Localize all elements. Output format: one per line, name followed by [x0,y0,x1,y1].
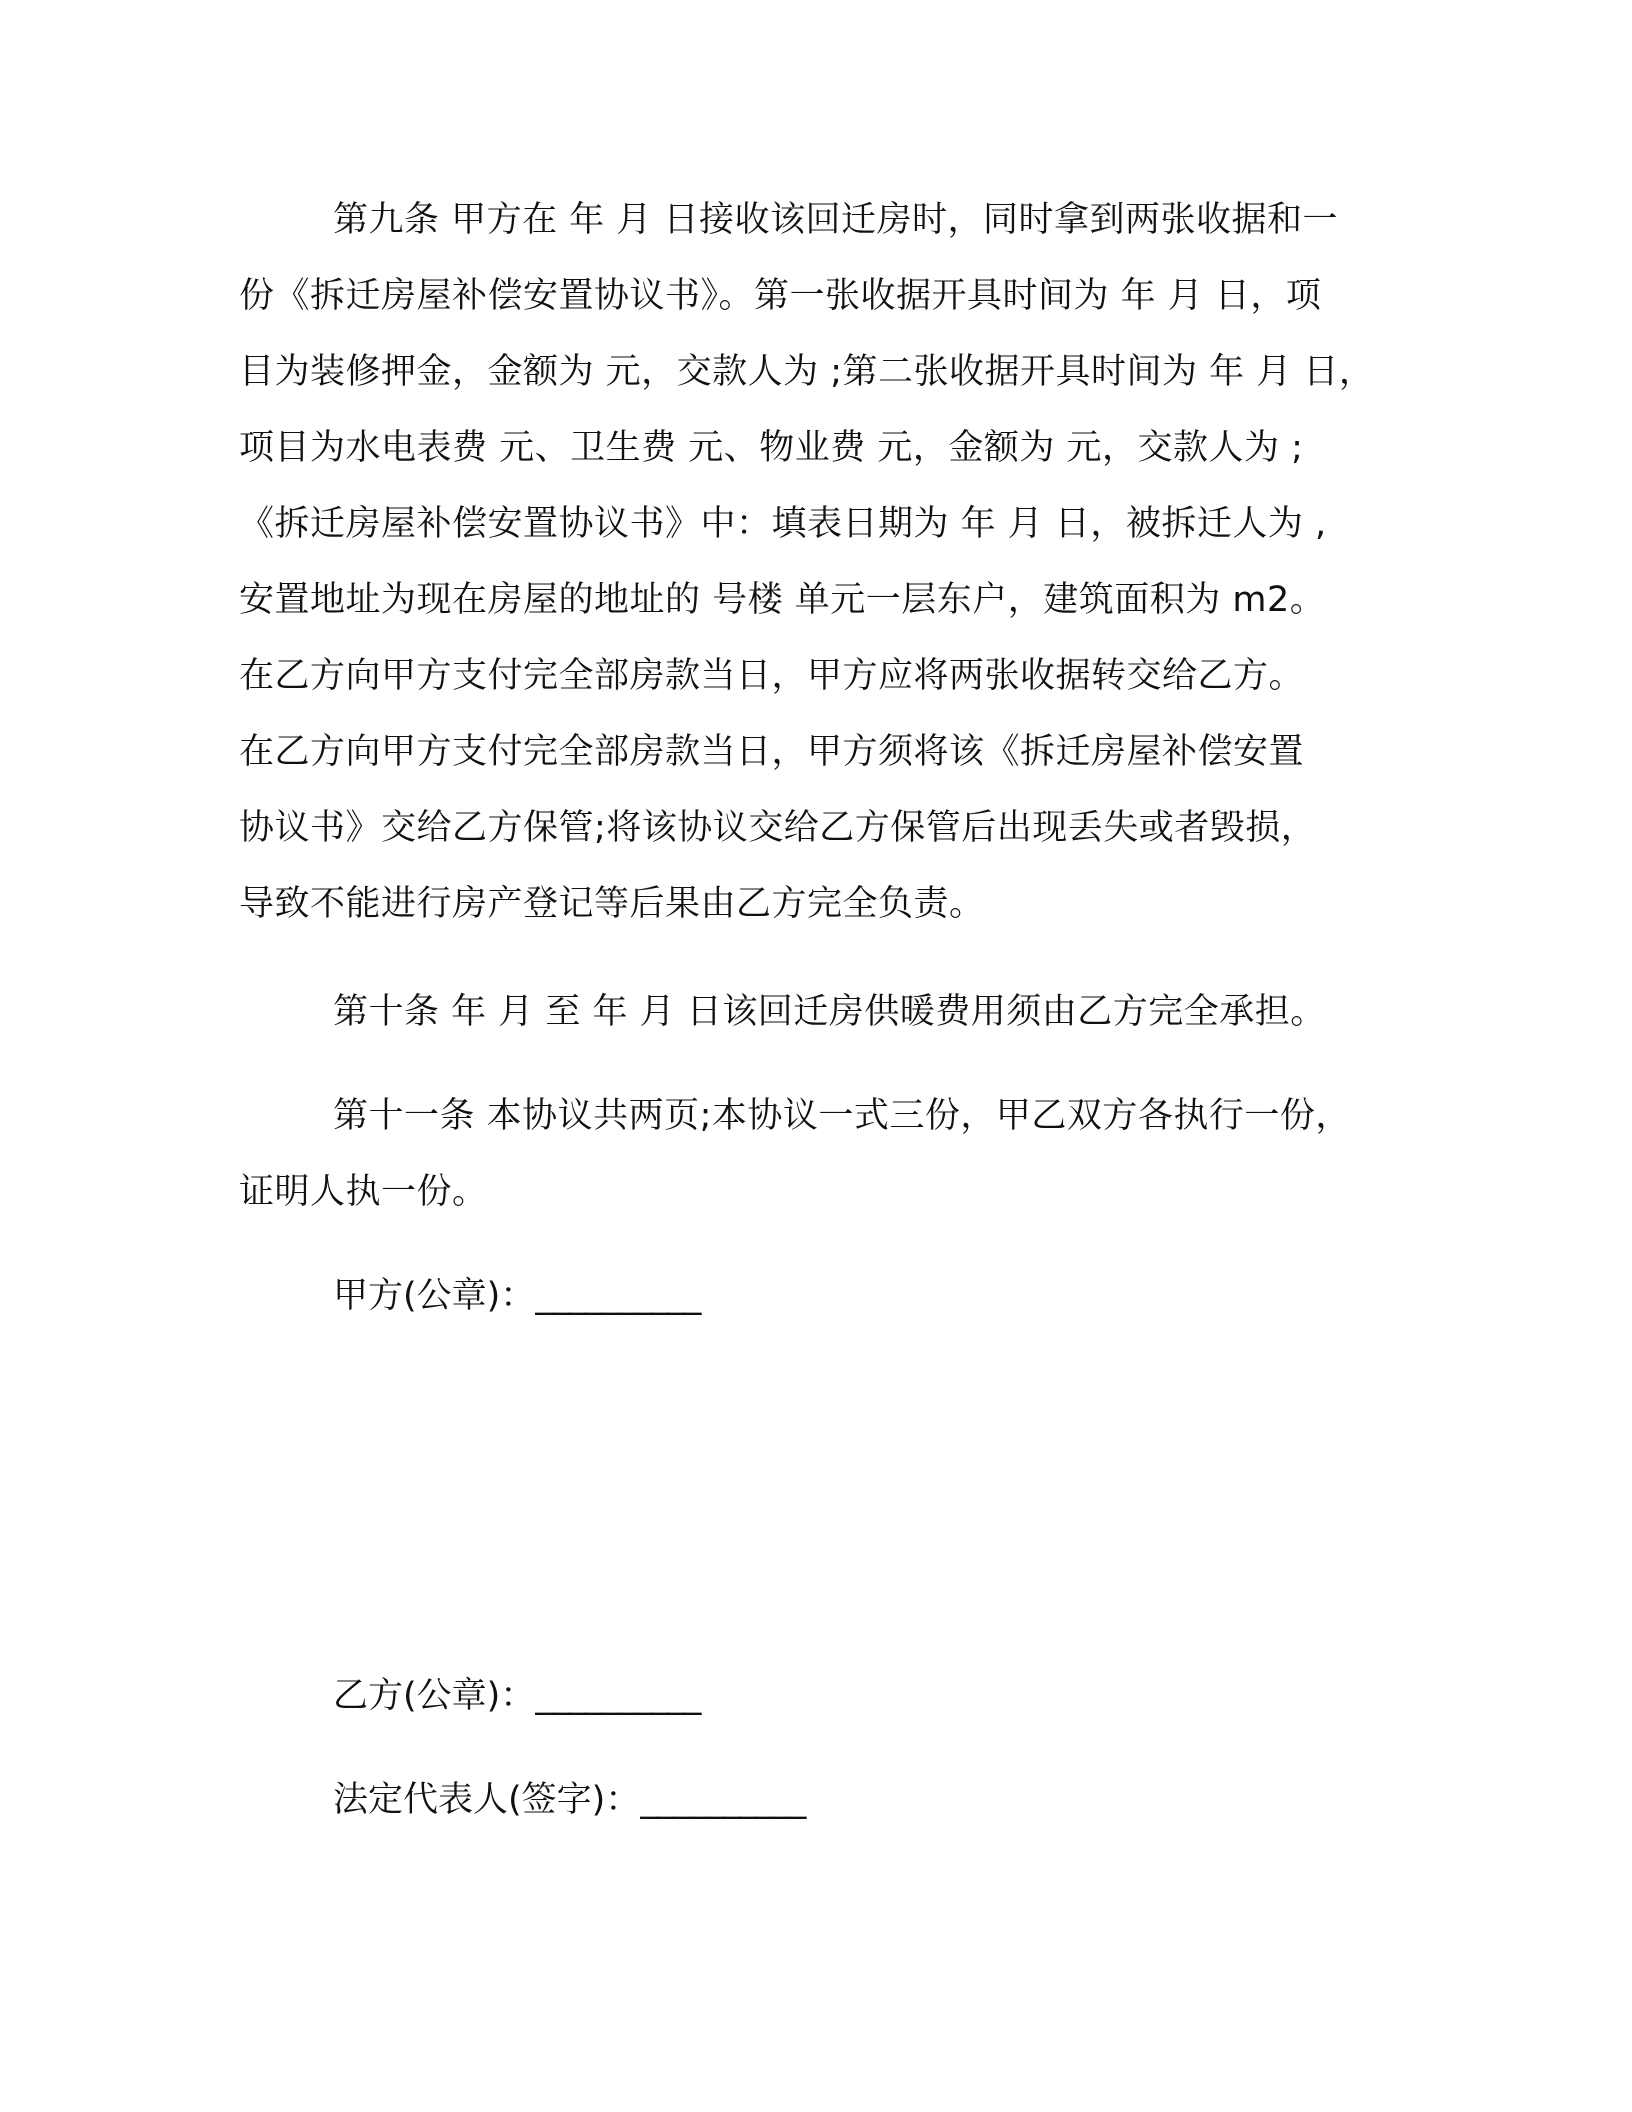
article-9-line-8: 在乙方向甲方支付完全部房款当日，甲方须将该《拆迁房屋补偿安置 [239,732,1305,772]
article-9-line-9: 协议书》交给乙方保管;将该协议交给乙方保管后出现丢失或者毁损， [239,808,1317,848]
article-9-line-1: 第九条 甲方在 年 月 日接收该回迁房时，同时拿到两张收据和一 [333,200,1339,240]
article-9-line-3: 目为装修押金，金额为 元，交款人为 ;第二张收据开具时间为 年 月 日， [239,352,1375,392]
legal-rep-label: 法定代表人(签字)： [333,1780,641,1820]
article-11-line-1: 第十一条 本协议共两页;本协议一式三份，甲乙双方各执行一份， [333,1096,1351,1136]
party-a-signature-row [333,1272,700,1320]
legal-rep-signature-row [333,1776,805,1824]
party-b-signature-row [333,1672,700,1720]
party-a-label: 甲方(公章)： [333,1276,536,1316]
article-11-line-2: 证明人执一份。 [239,1172,488,1212]
legal-rep-signature-blank[interactable]: __________ [640,1780,806,1820]
article-9-line-4: 项目为水电表费 元、卫生费 元、物业费 元，金额为 元，交款人为 ; [239,428,1304,468]
article-10-line-1: 第十条 年 月 至 年 月 日该回迁房供暖费用须由乙方完全承担。 [333,992,1326,1032]
article-9-line-7: 在乙方向甲方支付完全部房款当日，甲方应将两张收据转交给乙方。 [239,656,1305,696]
article-9-line-6: 安置地址为现在房屋的地址的 号楼 单元一层东户，建筑面积为 m2。 [239,580,1326,620]
article-9-line-10: 导致不能进行房产登记等后果由乙方完全负责。 [239,884,985,924]
party-b-signature-blank[interactable]: __________ [535,1676,701,1716]
party-b-label: 乙方(公章)： [333,1676,536,1716]
party-a-signature-blank[interactable]: __________ [535,1276,701,1316]
article-9-line-2: 份《拆迁房屋补偿安置协议书》。第一张收据开具时间为 年 月 日，项 [239,276,1322,316]
article-9-line-5: 《拆迁房屋补偿安置协议书》中：填表日期为 年 月 日，被拆迁人为 , [239,504,1327,544]
